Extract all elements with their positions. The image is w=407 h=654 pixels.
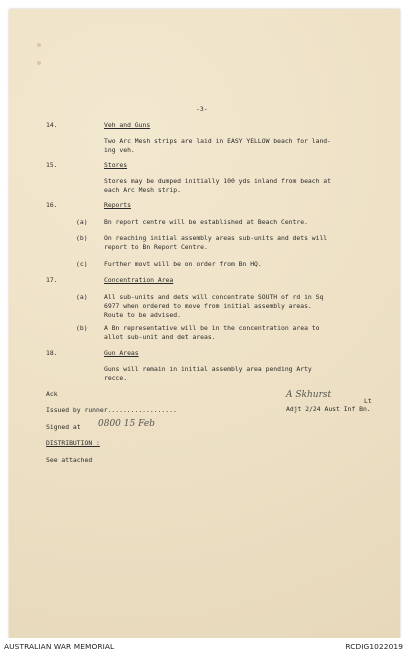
footer-source: AUSTRALIAN WAR MEMORIAL <box>4 642 115 651</box>
punch-hole <box>37 61 41 65</box>
item-label: (a) <box>76 218 88 226</box>
item-text: On reaching initial assembly areas sub-units and dets will <box>104 234 328 242</box>
item-text: Bn report centre will be established at Beach Centre. <box>104 218 308 226</box>
distribution-label: DISTRIBUTION : <box>46 439 100 447</box>
section-number: 14. <box>46 121 58 129</box>
archive-footer <box>0 638 407 654</box>
signed-time: 0800 15 Feb <box>98 419 155 429</box>
section-text: Stores may be dumped initially 100 yds inland from beach at <box>104 177 332 185</box>
signature-rank: Lt <box>364 397 372 405</box>
section-text: each Arc Mesh strip. <box>104 186 181 194</box>
item-text: allot sub-unit and det areas. <box>104 333 216 341</box>
item-label: (a) <box>76 293 88 301</box>
item-text: A Bn representative will be in the concentration area to <box>104 324 320 332</box>
footer-id: RCDIG1022019 <box>345 642 403 651</box>
issued-by: Issued by runner.................. <box>46 406 177 414</box>
signed-at-label: Signed at <box>46 423 81 431</box>
signature-title: Adjt 2/24 Aust Inf Bn. <box>286 405 371 413</box>
section-number: 16. <box>46 201 58 209</box>
section-number: 15. <box>46 161 58 169</box>
section-text: recce. <box>104 374 128 382</box>
section-number: 18. <box>46 349 58 357</box>
section-text: Guns will remain in initial assembly area pending Arty <box>104 365 312 373</box>
section-heading: Concentration Area <box>104 276 174 284</box>
item-text: All sub-units and dets will concentrate SOUTH of rd in Sq <box>104 293 324 301</box>
section-number: 17. <box>46 276 58 284</box>
item-label: (b) <box>76 234 88 242</box>
section-heading: Reports <box>104 201 131 209</box>
page-number: -3- <box>196 105 208 113</box>
item-text: 6977 when ordered to move from initial assembly areas. <box>104 302 312 310</box>
item-text: Further movt will be on order from Bn HQ. <box>104 260 262 268</box>
section-heading: Veh and Guns <box>104 121 151 129</box>
punch-hole <box>37 43 41 47</box>
section-text: ing veh. <box>104 146 135 154</box>
item-label: (c) <box>76 260 88 268</box>
item-text: Route to be advised. <box>104 311 181 319</box>
section-heading: Stores <box>104 161 128 169</box>
section-heading: Gun Areas <box>104 349 139 357</box>
item-label: (b) <box>76 324 88 332</box>
item-text: report to Bn Report Centre. <box>104 243 208 251</box>
section-text: Two Arc Mesh strips are laid in EASY YELLOW beach for land- <box>104 137 332 145</box>
ack-label: Ack <box>46 390 58 398</box>
distribution-value: See attached <box>46 456 93 464</box>
signature: A Skhurst <box>286 390 332 400</box>
